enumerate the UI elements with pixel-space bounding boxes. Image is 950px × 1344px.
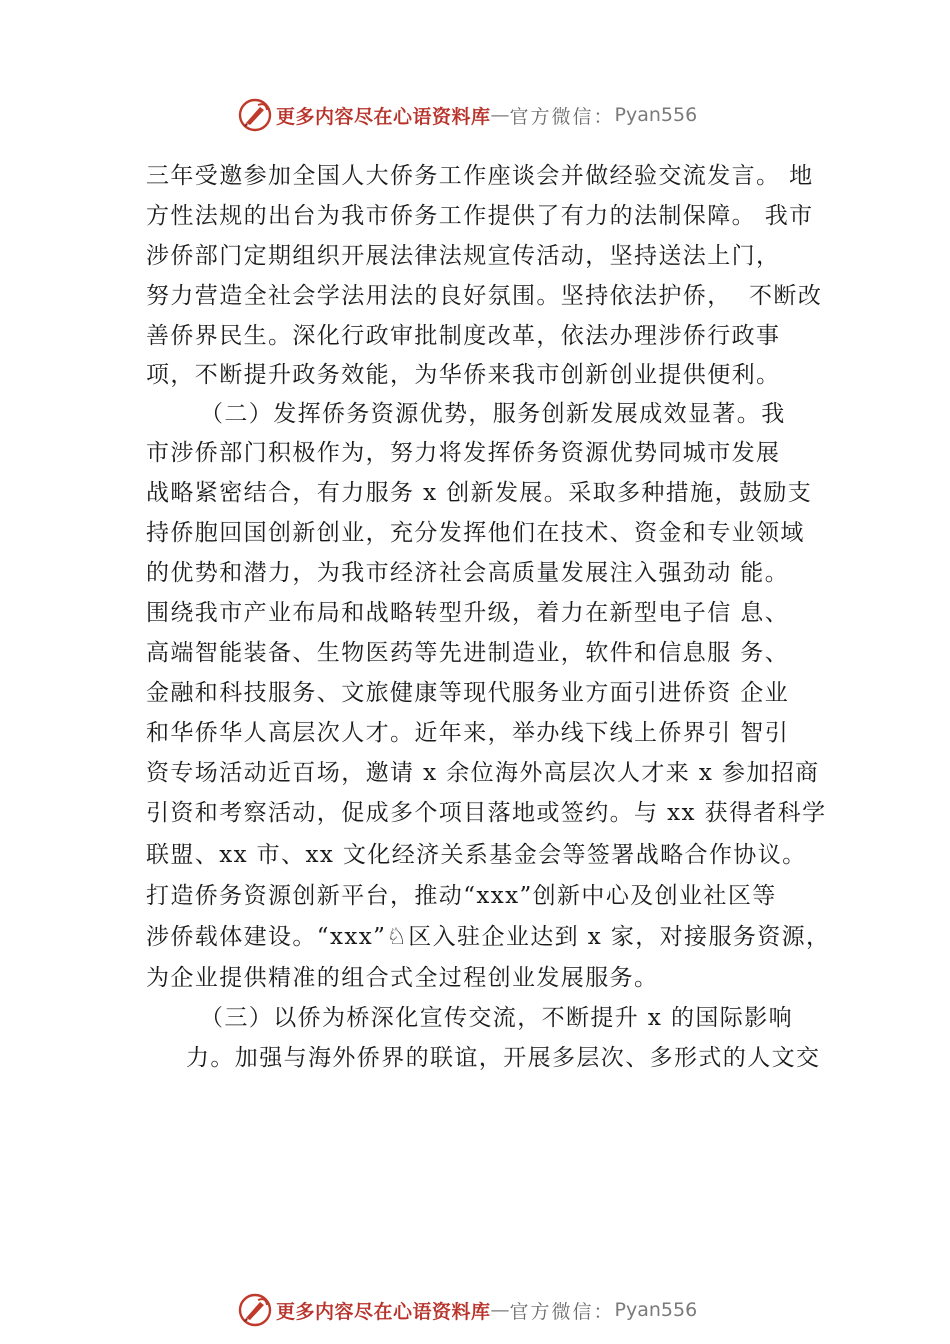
pen-logo-icon [238, 1293, 272, 1327]
body-line: （二）发挥侨务资源优势，服务创新发展成效显著。我 [200, 401, 786, 427]
body-line: 方性法规的出台为我市侨务工作提供了有力的法制保障。 我市 [146, 203, 814, 229]
body-line: 涉侨载体建设。“xxx”♘区入驻企业达到 x 家，对接服务资源， [146, 924, 831, 950]
body-line: 市涉侨部门积极作为，努力将发挥侨务资源优势同城市发展 [146, 440, 781, 466]
body-line: 金融和科技服务、文旅健康等现代服务业方面引进侨资 企业 [146, 680, 790, 706]
body-line: （三）以侨为桥深化宣传交流，不断提升 x 的国际影响 [200, 1005, 793, 1031]
footer-wechat-label: 官方微信： [509, 1300, 615, 1323]
body-line: 涉侨部门定期组织开展法律法规宣传活动，坚持送法上门， [146, 243, 781, 269]
footer-brand-text: 更多内容尽在心语资料库 [276, 1300, 491, 1323]
header-banner [0, 95, 950, 135]
body-line: 联盟、xx 市、xx 文化经济关系基金会等签署战略合作协议。 [146, 842, 807, 868]
body-line: 三年受邀参加全国人大侨务工作座谈会并做经验交流发言。 地 [146, 163, 814, 189]
header-wechat-label: 官方微信： [509, 105, 615, 128]
body-line: 力。加强与海外侨界的联谊，开展多层次、多形式的人文交 [186, 1045, 821, 1071]
body-line: 和华侨华人高层次人才。近年来，举办线下线上侨界引 智引 [146, 720, 790, 746]
body-line: 善侨界民生。深化行政审批制度改革，依法办理涉侨行政事 [146, 323, 781, 349]
footer-banner [0, 1290, 950, 1330]
body-line: 高端智能装备、生物医药等先进制造业，软件和信息服 务、 [146, 640, 790, 666]
body-line: 资专场活动近百场，邀请 x 余位海外高层次人才来 x 参加招商 [146, 760, 820, 786]
body-line: 的优势和潜力，为我市经济社会高质量发展注入强劲动 能。 [146, 560, 790, 586]
body-line: 打造侨务资源创新平台，推动“xxx”创新中心及创业社区等 [146, 883, 777, 909]
body-line: 围绕我市产业布局和战略转型升级，着力在新型电子信 息、 [146, 600, 790, 626]
body-line: 努力营造全社会学法用法的良好氛围。坚持依法护侨， 不断改 [146, 283, 823, 309]
footer-wechat-id: Pyan556 [614, 1299, 698, 1321]
header-wechat-id: Pyan556 [614, 104, 698, 126]
pen-logo-icon [238, 98, 272, 132]
header-separator: — [490, 104, 510, 126]
body-line: 为企业提供精准的组合式全过程创业发展服务。 [146, 965, 659, 991]
body-line: 战略紧密结合，有力服务 x 创新发展。采取多种措施，鼓励支 [146, 480, 813, 506]
body-line: 项，不断提升政务效能，为华侨来我市创新创业提供便利。 [146, 362, 781, 388]
footer-separator: — [490, 1299, 510, 1321]
header-brand-text: 更多内容尽在心语资料库 [276, 105, 491, 128]
body-line: 引资和考察活动，促成多个项目落地或签约。与 xx 获得者科学 [146, 800, 827, 826]
body-line: 持侨胞回国创新创业，充分发挥他们在技术、资金和专业领域 [146, 520, 805, 546]
